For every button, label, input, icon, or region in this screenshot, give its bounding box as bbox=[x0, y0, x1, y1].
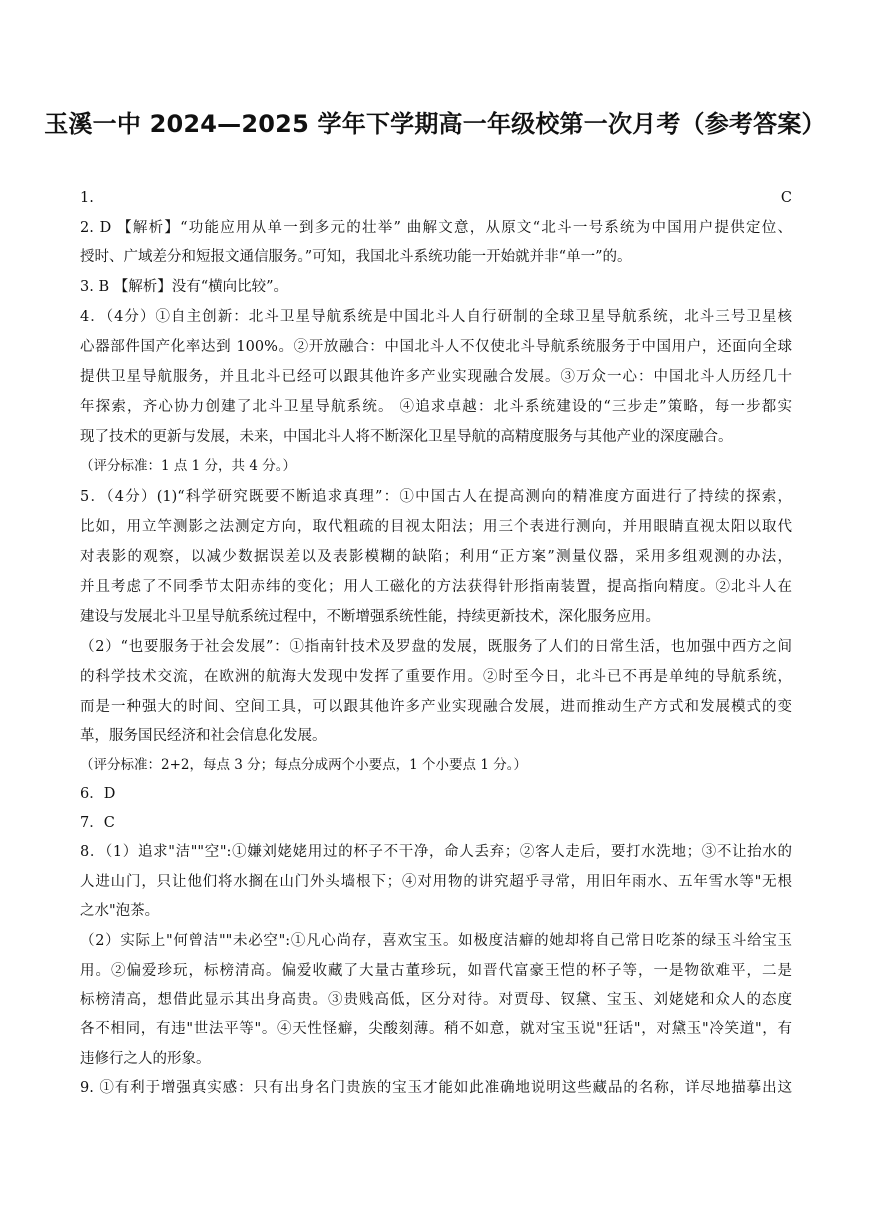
page-title: 玉溪一中 2024—2025 学年下学期高一年级校第一次月考（参考答案） bbox=[44, 110, 826, 138]
answer-line: 建设与发展北斗卫星导航系统过程中，不断增强系统性能，持续更新技术，深化服务应用。 bbox=[80, 609, 660, 625]
answer-line: 违修行之人的形象。 bbox=[80, 1051, 211, 1067]
answer-line: 9. ①有利于增强真实感：只有出身名门贵族的宝玉才能如此准确地说明这些藏品的名称，详尽地描摹出这 bbox=[80, 1080, 792, 1096]
scoring-note: （评分标准：1 点 1 分，共 4 分。） bbox=[80, 458, 296, 474]
answer-line: （2）实际上"何曾洁""未必空":①凡心尚存，喜欢宝玉。如极度洁癖的她却将自己常日吃茶的绿玉斗给宝玉 bbox=[80, 933, 792, 949]
answer-line: 3. B 【解析】没有“横向比较”。 bbox=[80, 279, 289, 295]
answer-line: 授时、广域差分和短报文通信服务。”可知，我国北斗系统功能一开始就并非“单一”的。 bbox=[80, 249, 632, 265]
answer-line: 心器部件国产化率达到 100%。②开放融合：中国北斗人不仅使北斗导航系统服务于中国用户，还面向全球 bbox=[80, 339, 792, 355]
answer-line: 2. D 【解析】“功能应用从单一到多元的壮举” 曲解文意，从原文“北斗一号系统为中国用户提供定位、 bbox=[80, 220, 792, 236]
answer-line: 各不相同，有违"世法平等"。④天性怪癖，尖酸刻薄。稍不如意，就对宝玉说"狂话"，对黛玉"冷笑道"，有 bbox=[80, 1021, 792, 1037]
answer-line: 人进山门，只让他们将水搁在山门外头墙根下；④对用物的讲究超乎寻常，用旧年雨水、五年雪水等"无根 bbox=[80, 874, 792, 890]
answer-line: 4．（4分）①自主创新：北斗卫星导航系统是中国北斗人自行研制的全球卫星导航系统，北斗三号卫星核 bbox=[80, 309, 792, 325]
answer-line: 的科学技术交流，在欧洲的航海大发现中发挥了重要作用。②时至今日，北斗已不再是单纯的导航系统， bbox=[80, 669, 792, 685]
answer-line: 现了技术的更新与发展，未来，中国北斗人将不断深化卫星导航的高精度服务与其他产业的深度融合。 bbox=[80, 429, 733, 445]
answer-line: 6．D bbox=[80, 786, 116, 802]
answer-line: 7．C bbox=[80, 815, 115, 831]
answer-line: 比如，用立竿测影之法测定方向，取代粗疏的目视太阳法；用三个表进行测向，并用眼睛直视太阳以取代 bbox=[80, 519, 792, 535]
answer-line: （2）“也要服务于社会发展”：①指南针技术及罗盘的发展，既服务了人们的日常生活，也加强中西方之间 bbox=[80, 639, 792, 655]
answer-line: 革，服务国民经济和社会信息化发展。 bbox=[80, 728, 327, 744]
answer-line: 年探索，齐心协力创建了北斗卫星导航系统。 ④追求卓越：北斗系统建设的“三步走”策略，每一步都实 bbox=[80, 399, 792, 415]
answer-line: 并且考虑了不同季节太阳赤纬的变化；用人工磁化的方法获得针形指南装置，提高指向精度。②北斗人在 bbox=[80, 579, 792, 595]
answer-line: 1. C bbox=[80, 190, 792, 206]
answer-line: 标榜清高，想借此显示其出身高贵。③贵贱高低，区分对待。对贾母、钗黛、宝玉、刘姥姥和众人的态度 bbox=[80, 992, 792, 1008]
answer-line: 8．（1）追求"洁""空":①嫌刘姥姥用过的杯子不干净，命人丢弃；②客人走后，要打水洗地；③不让抬水的 bbox=[80, 844, 792, 860]
answer-line: 之水"泡茶。 bbox=[80, 903, 160, 919]
answer-line: 5．（4分）(1)“科学研究既要不断追求真理”：①中国古人在提高测向的精准度方面进行了持续的探索， bbox=[80, 489, 792, 505]
answer-line: 提供卫星导航服务，并且北斗已经可以跟其他许多产业实现融合发展。③万众一心：中国北斗人历经几十 bbox=[80, 369, 792, 385]
answer-line: 而是一种强大的时间、空间工具，可以跟其他许多产业实现融合发展，进而推动生产方式和发展模式的变 bbox=[80, 699, 792, 715]
scoring-note: （评分标准：2+2，每点 3 分；每点分成两个小要点，1 个小要点 1 分。） bbox=[80, 757, 527, 773]
answer-line: 用。②偏爱珍玩，标榜清高。偏爱收藏了大量古董珍玩，如晋代富豪王恺的杯子等，一是物欲难平，二是 bbox=[80, 963, 792, 979]
answer-line: 对表影的观察，以减少数据误差以及表影模糊的缺陷；利用“正方案”测量仪器，采用多组观测的办法， bbox=[80, 549, 792, 565]
